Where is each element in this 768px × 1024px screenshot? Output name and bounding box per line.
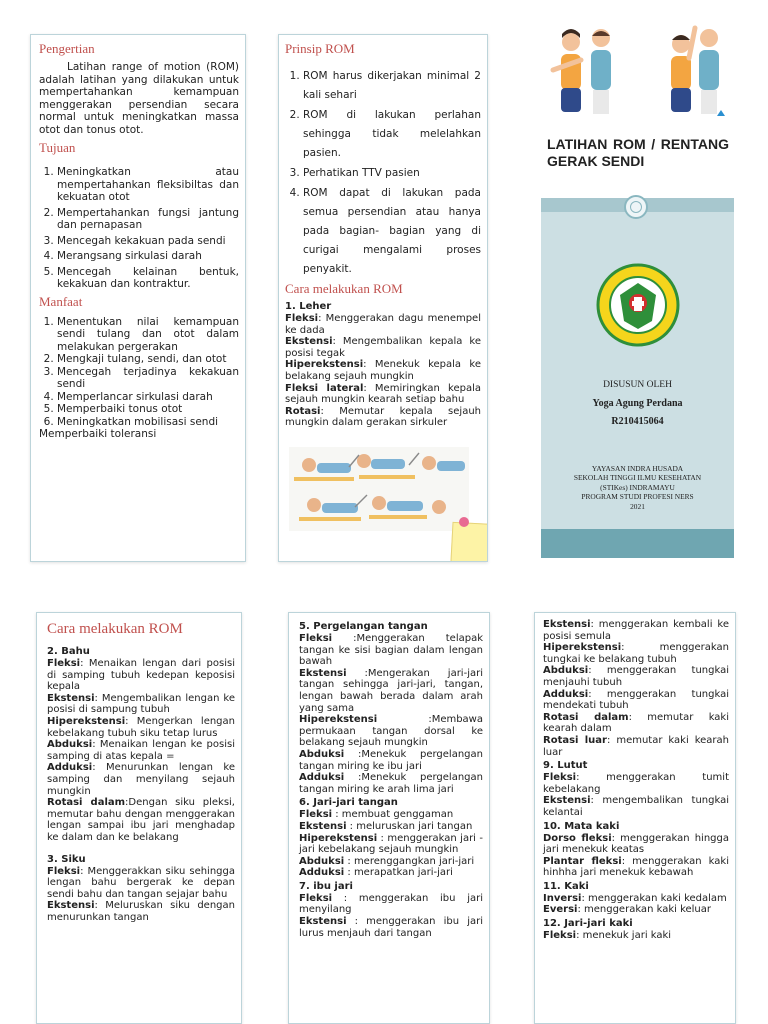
mata-kaki-heading: 10. Mata kaki — [543, 820, 620, 832]
pin-icon — [459, 517, 469, 527]
entry: Plantar fleksi: menggerakan kaki hinhha jari menekuk kebawah — [543, 855, 729, 879]
disusun-label: DISUSUN OLEH — [603, 380, 672, 390]
entry: Fleksi : menggerakan ibu jari menyilang — [299, 892, 483, 916]
entry: Adduksi :Menekuk pergelangan tangan miring ke arah lima jari — [299, 772, 483, 795]
lutut-heading: 9. Lutut — [543, 760, 588, 772]
entry: Ekstensi: Mengembalikan kepala ke posisi tegak — [285, 336, 481, 359]
list-item: 5. Mencegah kelainan bentuk, kekakuan dan kontraktur. — [57, 266, 239, 291]
entry: Abduksi: menggerakan tungkai menjauhi tubuh — [543, 665, 729, 688]
siku-heading: 3. Siku — [47, 853, 86, 865]
jari-heading: 6. Jari-jari tangan — [299, 797, 398, 809]
sticky-note — [450, 522, 488, 562]
entry: Fleksi : membuat genggaman — [299, 809, 454, 821]
cara-title-2: Cara melakukan ROM — [47, 621, 183, 637]
list-item: 1. Meningkatkan atau mempertahankan fleksibiltas dan kekuatan otot — [57, 166, 239, 204]
leher-heading: 1. Leher — [285, 301, 332, 312]
author-name: Yoga Agung Perdana — [592, 398, 683, 409]
prinsip-list — [285, 67, 481, 279]
list-item: 3. Mencegah kekakuan pada sendi — [57, 235, 239, 248]
pengertian-title: Pengertian — [39, 41, 95, 56]
entry: Fleksi :Menggerakan telapak tangan ke sisi bagian dalam lengan bawah — [299, 633, 483, 668]
panel-pergelangan — [288, 612, 490, 1024]
inst-line: SEKOLAH TINGGI ILMU KESEHATAN — [573, 473, 702, 483]
entry: Fleksi: Menaikan lengan dari posisi di samping tubuh kedepan keposisi kepala — [47, 658, 235, 693]
list-item: 2. Mengkaji tulang, sendi, dan otot — [57, 353, 239, 366]
ring-icon — [624, 195, 648, 219]
manfaat-extra: Memperbaiki toleransi — [39, 428, 157, 440]
cara-title: Cara melakukan ROM — [285, 281, 403, 296]
kaki-heading: 11. Kaki — [543, 880, 589, 892]
list-item: 3. Perhatikan TTV pasien — [303, 164, 481, 183]
entry: Abduksi: Menaikan lengan ke posisi samping di atas kepala = — [47, 739, 235, 762]
inst-line: 2021 — [630, 501, 645, 511]
list-item: 1. Menentukan nilai kemampuan sendi tulang dan otot dalam melakukan pergerakan — [57, 316, 239, 354]
entry: Ekstensi: menggerakan kembali ke posisi semula — [543, 619, 729, 642]
rom-illustration — [543, 24, 733, 124]
entry: Ekstensi: Mengembalikan lengan ke posisi di sampung tubuh — [47, 692, 235, 716]
leher-entries — [285, 313, 481, 429]
entry: Hiperekstensi: Mengerkan lengan kebelakang tubuh siku tetap lurus — [47, 715, 235, 739]
entry: Fleksi: Menggerakan dagu menempel ke dada — [285, 313, 481, 336]
entry: Ekstensi : menggerakan ibu jari lurus menjauh dari tangan — [299, 916, 483, 939]
entry: Hiperekstensi : menggerakan jari -jari kebelakang sejauh mungkin — [299, 832, 483, 856]
panel-bahu-siku — [36, 612, 242, 1024]
cover-teal-box — [541, 198, 734, 558]
entry: Ekstensi :Mengerakan jari-jari tangan sehingga jari-jari, tangan, lengan bawah berada dalam arah yang sama — [299, 667, 483, 714]
entry: Ekstensi : meluruskan jari tangan — [299, 820, 473, 832]
neck-exercise-illustration — [289, 447, 469, 531]
entry: Hiperekstensi :Membawa permukaan tangan dorsal ke belakang sejauh mungkin — [299, 714, 483, 749]
list-item: 1. ROM harus dikerjakan minimal 2 kali sehari — [303, 67, 481, 105]
list-item: 6. Meningkatkan mobilisasi sendi — [57, 416, 239, 429]
entry: Adduksi: menggerakan tungkai mendekati tubuh — [543, 688, 729, 712]
pengertian-text: Latihan range of motion (ROM) adalah latihan yang dilakukan untuk mempertahankan kemampuan menggerakan persendian secara normal untuk meningkatkan massa otot dan tonus otot. — [39, 61, 239, 136]
entry: Rotasi dalam: memutar kaki kearah dalam — [543, 711, 730, 735]
tujuan-list — [39, 166, 239, 291]
panel-pengertian — [30, 34, 246, 562]
entry: Adduksi: Menurunkan lengan ke samping dan menyilang sejauh mungkin — [47, 762, 235, 797]
institution-block — [541, 464, 734, 511]
inst-line: PROGRAM STUDI PROFESI NERS — [581, 492, 694, 502]
panel-prinsip — [278, 34, 488, 562]
entry: Fleksi: menekuk jari kaki — [543, 930, 672, 942]
entry: Ekstensi: mengembalikan tungkai kelantai — [543, 795, 729, 818]
entry: Rotasi luar: memutar kaki kearah luar — [543, 734, 729, 758]
author-nim: R210415064 — [611, 416, 664, 427]
entry: Hiperekstensi: Menekuk kepala ke belakang sejauh mungkin — [285, 359, 481, 382]
entry: Abduksi :Menekuk pergelangan tangan miring ke ibu jari — [299, 748, 483, 772]
list-item: 5. Memperbaiki tonus otot — [57, 403, 239, 416]
pergelangan-heading: 5. Pergelangan tangan — [299, 621, 428, 632]
entry: Ekstensi: Meluruskan siku dengan menurunkan tangan — [47, 900, 235, 923]
list-item: 4. Memperlancar sirkulasi darah — [57, 391, 239, 404]
bahu-heading: 2. Bahu — [47, 646, 90, 657]
panel-tungkai — [534, 612, 736, 1024]
list-item: 2. ROM di lakukan perlahan sehingga tidak melelahkan pasien. — [303, 106, 481, 163]
prinsip-title: Prinsip ROM — [285, 41, 355, 56]
entry: Abduksi : merenggangkan jari-jari — [299, 855, 475, 867]
entry: Inversi: menggerakan kaki kedalam — [543, 892, 727, 904]
inst-line: (STIKes) INDRAMAYU — [600, 482, 675, 492]
tujuan-title: Tujuan — [39, 140, 76, 155]
jari-kaki-heading: 12. Jari-jari kaki — [543, 918, 633, 930]
cover-title: LATIHAN ROM / RENTANG GERAK SENDI — [547, 136, 729, 169]
entry: Dorso fleksi: menggerakan hingga jari menekuk keatas — [543, 832, 729, 856]
manfaat-title: Manfaat — [39, 293, 83, 309]
ibu-jari-heading: 7. ibu jari — [299, 880, 353, 892]
stikes-logo-icon — [596, 263, 680, 347]
inst-line: YAYASAN INDRA HUSADA — [591, 464, 684, 473]
list-item: 4. ROM dapat di lakukan pada semua persendian atau hanya pada bagian- bagian yang di curigai mengalami proses penyakit. — [303, 184, 481, 279]
list-item: 3. Mencegah terjadinya kekakuan sendi — [57, 366, 239, 391]
cover-footer — [541, 529, 734, 558]
entry: Rotasi dalam:Dengan siku pleksi, memutar bahu dengan menggerakan lengan sampai ibu jari menghadap ke dalam dan ke belakang — [47, 797, 235, 843]
entry: Fleksi: Menggerakkan siku sehingga lengan bahu bergerak ke depan sendi bahu dan tangan sejajar bahu — [47, 865, 235, 900]
entry: Fleksi: menggerakan tumit kebelakang — [543, 772, 729, 795]
entry: Adduksi : merapatkan jari-jari — [299, 867, 453, 879]
list-item: 4. Merangsang sirkulasi darah — [57, 250, 239, 263]
entry: Hiperekstensi: menggerakan tungkai ke belakang tubuh — [543, 642, 729, 665]
manfaat-list — [39, 316, 239, 429]
list-item: 2. Mempertahankan fungsi jantung dan pernapasan — [57, 207, 239, 232]
entry: Rotasi: Memutar kepala sejauh mungkin dalam gerakan sirkuler — [285, 405, 481, 429]
entry: Eversi: menggerakan kaki keluar — [543, 904, 712, 916]
entry: Fleksi lateral: Memiringkan kepala sejauh mungkin kearah setiap bahu — [285, 382, 482, 406]
